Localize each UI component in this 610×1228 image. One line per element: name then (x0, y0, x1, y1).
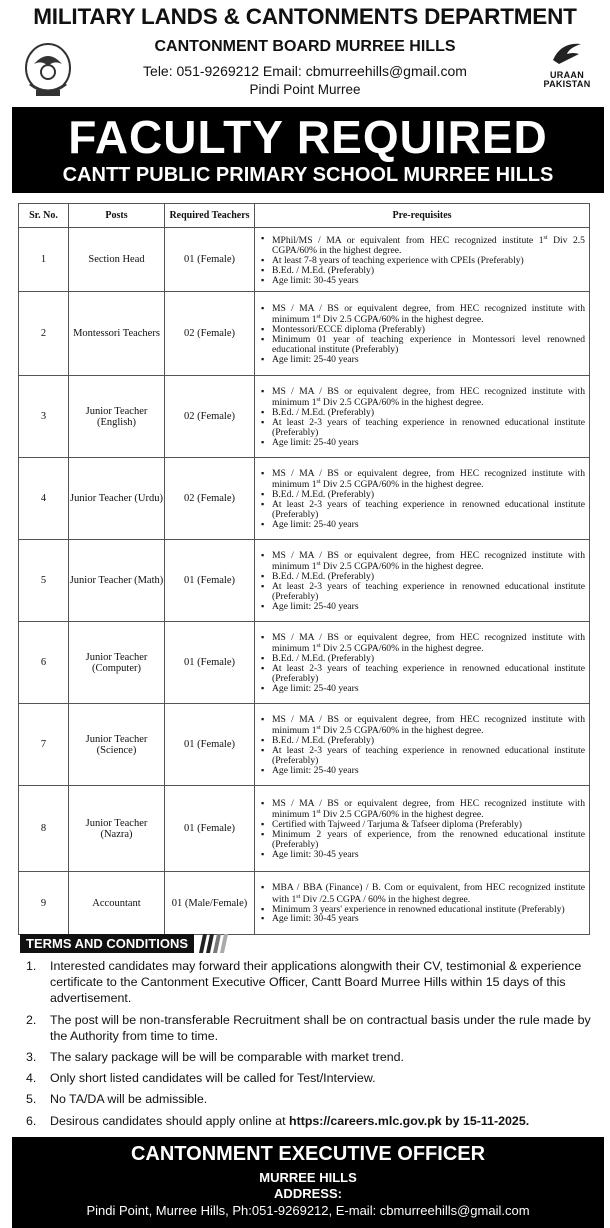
row-prerequisites (255, 704, 590, 786)
terms-item: 5. No TA/DA will be admissible. (26, 1092, 208, 1107)
row-sr-no: 6 (19, 622, 69, 704)
table-row (19, 376, 590, 458)
prerequisite-item: ▪ Minimum 2 years of experience, from the renowned educational institute (Preferably) (259, 830, 585, 850)
table-row (19, 786, 590, 872)
terms-heading: TERMS AND CONDITIONS (20, 934, 194, 953)
row-prerequisites (255, 872, 590, 935)
prerequisite-list (259, 715, 585, 776)
prerequisite-list (259, 883, 585, 924)
row-post: Junior Teacher (English) (69, 376, 165, 458)
prerequisite-list (259, 234, 585, 285)
prerequisite-item: ▪ At least 7-8 years of teaching experience with CPEIs (Preferably) (259, 256, 585, 266)
row-post: Junior Teacher (Computer) (69, 622, 165, 704)
careers-link[interactable]: https://careers.mlc.gov.pk by 15-11-2025. (289, 1113, 530, 1128)
prerequisite-list (259, 799, 585, 860)
terms-text: No TA/DA will be admissible. (50, 1092, 208, 1107)
prerequisite-item: ▪ At least 2-3 years of teaching experience in renowned educational institute (Preferably) (259, 664, 585, 684)
prerequisite-item: ▪ MS / MA / BS or equivalent degree, from HEC recognized institute with minimum 1st Div 2.5 CGPA/60% in the highest degree. (259, 799, 585, 821)
row-prerequisites (255, 458, 590, 540)
prerequisite-item: ▪ Age limit: 25-40 years (259, 602, 585, 612)
prerequisite-item: ▪ MPhil/MS / MA or equivalent from HEC recognized institute 1st Div 2.5 CGPA/60% in the highest degree. (259, 234, 585, 256)
prerequisite-list (259, 633, 585, 694)
heading-stripes (201, 934, 235, 953)
prerequisite-item: ▪ B.Ed. / M.Ed. (Preferably) (259, 408, 585, 418)
prerequisite-item: ▪ Age limit: 30-45 years (259, 276, 585, 286)
prerequisite-item: ▪ Age limit: 25-40 years (259, 438, 585, 448)
prerequisite-item: ▪ MS / MA / BS or equivalent degree, from HEC recognized institute with minimum 1st Div 2.5 CGPA/60% in the highest degree. (259, 304, 585, 326)
terms-item: 4. Only short listed candidates will be called for Test/Interview. (26, 1071, 376, 1086)
table-row (19, 292, 590, 376)
row-post: Junior Teacher (Nazra) (69, 786, 165, 872)
row-sr-no: 2 (19, 292, 69, 376)
table-row (19, 704, 590, 786)
header (0, 0, 610, 108)
header-prerequisites: Pre-requisites (255, 204, 590, 228)
pakistan-text: PAKISTAN (543, 79, 591, 89)
row-required-teachers: 01 (Female) (165, 704, 255, 786)
emblem-logo-icon (20, 40, 76, 100)
row-sr-no: 9 (19, 872, 69, 935)
prerequisite-item: ▪ Montessori/ECCE diploma (Preferably) (259, 325, 585, 335)
row-sr-no: 4 (19, 458, 69, 540)
prerequisite-item: ▪ At least 2-3 years of teaching experience in renowned educational institute (Preferably) (259, 582, 585, 602)
prerequisite-item: ▪ MS / MA / BS or equivalent degree, from HEC recognized institute with minimum 1st Div 2.5 CGPA/60% in the highest degree. (259, 469, 585, 491)
address-label: ADDRESS: (274, 1186, 342, 1201)
row-required-teachers: 01 (Female) (165, 540, 255, 622)
prerequisite-item: ▪ MS / MA / BS or equivalent degree, from HEC recognized institute with minimum 1st Div 2.5 CGPA/60% in the highest degree. (259, 633, 585, 655)
row-post: Junior Teacher (Science) (69, 704, 165, 786)
prerequisite-item: ▪ Certified with Tajweed / Tarjuma & Tafseer diploma (Preferably) (259, 820, 585, 830)
row-required-teachers: 02 (Female) (165, 292, 255, 376)
row-sr-no: 8 (19, 786, 69, 872)
row-post: Junior Teacher (Math) (69, 540, 165, 622)
prerequisite-item: ▪ At least 2-3 years of teaching experience in renowned educational institute (Preferably) (259, 500, 585, 520)
prerequisite-item: ▪ B.Ed. / M.Ed. (Preferably) (259, 572, 585, 582)
table-row (19, 872, 590, 935)
row-sr-no: 5 (19, 540, 69, 622)
row-required-teachers: 01 (Female) (165, 228, 255, 292)
posts-table (18, 203, 590, 935)
terms-text: Only short listed candidates will be called for Test/Interview. (50, 1071, 376, 1086)
prerequisite-item: ▪ B.Ed. / M.Ed. (Preferably) (259, 654, 585, 664)
row-post: Junior Teacher (Urdu) (69, 458, 165, 540)
prerequisite-item: ▪ MS / MA / BS or equivalent degree, from HEC recognized institute with minimum 1st Div 2.5 CGPA/60% in the highest degree. (259, 551, 585, 573)
prerequisite-item: ▪ Age limit: 25-40 years (259, 520, 585, 530)
banner-title: FACULTY REQUIRED (68, 111, 548, 163)
row-post: Section Head (69, 228, 165, 292)
row-prerequisites (255, 376, 590, 458)
location-line: Pindi Point Murree (249, 82, 361, 97)
row-prerequisites (255, 622, 590, 704)
header-required-teachers: Required Teachers (165, 204, 255, 228)
apply-text: Desirous candidates should apply online at (50, 1113, 290, 1128)
table-row (19, 228, 590, 292)
row-sr-no: 3 (19, 376, 69, 458)
row-required-teachers: 01 (Female) (165, 786, 255, 872)
row-required-teachers: 01 (Female) (165, 622, 255, 704)
prerequisite-item: ▪ B.Ed. / M.Ed. (Preferably) (259, 266, 585, 276)
faculty-banner (12, 107, 604, 193)
uraan-bird-icon (547, 40, 587, 66)
row-sr-no: 7 (19, 704, 69, 786)
row-prerequisites (255, 292, 590, 376)
prerequisite-list (259, 387, 585, 448)
header-posts: Posts (69, 204, 165, 228)
terms-item: 1. Interested candidates may forward their applications alongwith their CV, testimonial & experience certificate to the Cantonment Executive Officer, Cantt Board Murree Hills within 15 days of this advertisement. (26, 959, 582, 1006)
prerequisite-item: ▪ Age limit: 25-40 years (259, 766, 585, 776)
officer-unit: MURREE HILLS (259, 1170, 357, 1185)
prerequisite-item: ▪ Age limit: 25-40 years (259, 684, 585, 694)
address-text: Pindi Point, Murree Hills, Ph:051-9269212, E-mail: cbmurreehills@gmail.com (86, 1203, 530, 1218)
table-row (19, 540, 590, 622)
prerequisite-item: ▪ B.Ed. / M.Ed. (Preferably) (259, 490, 585, 500)
terms-item: 3. The salary package will be will be comparable with market trend. (26, 1050, 404, 1065)
row-post: Montessori Teachers (69, 292, 165, 376)
prerequisite-item: ▪ Age limit: 25-40 years (259, 355, 585, 365)
board-title: CANTONMENT BOARD MURREE HILLS (154, 38, 456, 55)
prerequisite-list (259, 551, 585, 612)
row-required-teachers: 02 (Female) (165, 376, 255, 458)
prerequisite-item: ▪ MS / MA / BS or equivalent degree, from HEC recognized institute with minimum 1st Div 2.5 CGPA/60% in the highest degree. (259, 387, 585, 409)
prerequisite-item: ▪ Age limit: 30-45 years (259, 850, 585, 860)
contact-line: Tele: 051-9269212 Email: cbmurreehills@gmail.com (143, 63, 467, 79)
row-required-teachers: 01 (Male/Female) (165, 872, 255, 935)
prerequisite-item: ▪ Age limit: 30-45 years (259, 914, 585, 924)
footer-block (12, 1137, 604, 1228)
row-post: Accountant (69, 872, 165, 935)
uraan-text: URAAN (550, 70, 584, 80)
row-required-teachers: 02 (Female) (165, 458, 255, 540)
prerequisite-item: ▪ MBA / BBA (Finance) / B. Com or equivalent, from HEC recognized institute with 1st Div /2.5 CGPA / 60% in the highest degree. (259, 883, 585, 905)
prerequisite-item: ▪ Minimum 3 years' experience in renowned educational institute (Preferably) (259, 905, 585, 915)
department-title: MILITARY LANDS & CANTONMENTS DEPARTMENT (33, 4, 577, 29)
header-sr-no: Sr. No. (19, 204, 69, 228)
table-row (19, 458, 590, 540)
row-prerequisites (255, 786, 590, 872)
terms-text: The salary package will be will be comparable with market trend. (50, 1050, 404, 1065)
terms-item-apply-online: 6. Desirous candidates should apply online at https://careers.mlc.gov.pk by 15-11-2025. (26, 1113, 530, 1128)
terms-item: 2. The post will be non-transferable Recruitment shall be on contractual basis under the rule made by the Authority from time to time. (26, 1012, 591, 1043)
uraan-pakistan-logo (536, 40, 598, 102)
table-header-row (19, 204, 590, 228)
terms-text: Interested candidates may forward their applications alongwith their CV, testimonial & experience certificate to the Cantonment Executive Officer, Cantt Board Murree Hills within 15 days of this advertisement. (50, 959, 582, 1006)
prerequisite-item: ▪ MS / MA / BS or equivalent degree, from HEC recognized institute with minimum 1st Div 2.5 CGPA/60% in the highest degree. (259, 715, 585, 737)
row-prerequisites (255, 228, 590, 292)
prerequisite-item: ▪ At least 2-3 years of teaching experience in renowned educational institute (Preferably) (259, 418, 585, 438)
row-sr-no: 1 (19, 228, 69, 292)
prerequisite-item: ▪ B.Ed. / M.Ed. (Preferably) (259, 736, 585, 746)
prerequisite-list (259, 304, 585, 365)
prerequisite-list (259, 469, 585, 530)
terms-list (22, 958, 592, 1134)
officer-title: CANTONMENT EXECUTIVE OFFICER (130, 1143, 486, 1165)
banner-subtitle: CANTT PUBLIC PRIMARY SCHOOL MURREE HILLS (62, 164, 554, 186)
prerequisite-item: ▪ Minimum 01 year of teaching experience in Montessori level renowned educational institute (Preferably) (259, 335, 585, 355)
prerequisite-item: ▪ At least 2-3 years of teaching experience in renowned educational institute (Preferably) (259, 746, 585, 766)
table-row (19, 622, 590, 704)
terms-text: The post will be non-transferable Recruitment shall be on contractual basis under the rule made by the Authority from time to time. (50, 1012, 591, 1043)
row-prerequisites (255, 540, 590, 622)
